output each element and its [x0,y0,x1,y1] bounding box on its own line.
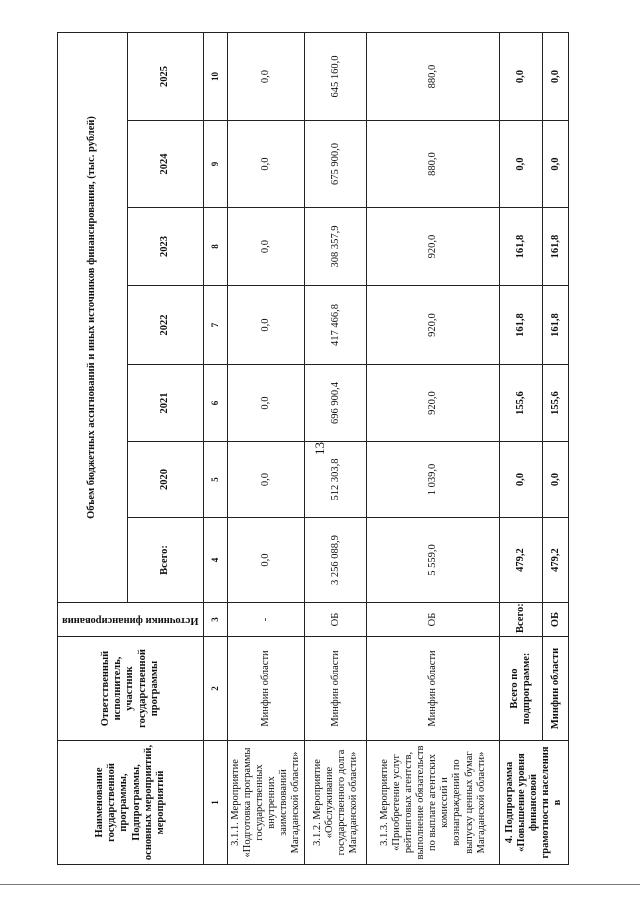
row-value: 512 303,8 [305,442,367,518]
row-name: 3.1.1. Мероприятие «Подготовка программы государственных внутренних заимствований Магаданской области» [228,741,305,865]
row-value: 0,0 [228,286,305,365]
row-name: 4. Подпрограмма «Повышение уровня финансовой грамотности населения в [500,741,569,865]
header-year-2022: 2022 [128,286,204,365]
row-executor: Всего по подпрограмме: [500,637,543,741]
row-value: 155,6 [500,365,543,442]
row-value: 161,8 [500,208,543,286]
page-bottom-rule [0,884,640,885]
row-value: 675 900,0 [305,121,367,208]
row-executor: Минфин области [305,637,367,741]
table-row [367,33,500,865]
row-source: ОБ [305,603,367,637]
row-value: 5 559,0 [367,518,500,603]
row-executor: Минфин области [228,637,305,741]
row-value: 1 039,0 [367,442,500,518]
row-value: 479,2 [500,518,543,603]
column-number: 4 [204,518,228,603]
row-source: ОБ [367,603,500,637]
header-year-2023: 2023 [128,208,204,286]
row-value: 0,0 [500,121,543,208]
row-value: 880,0 [367,121,500,208]
row-value: 155,6 [543,365,569,442]
column-number: 10 [204,33,228,121]
row-value: 920,0 [367,208,500,286]
row-value: 920,0 [367,286,500,365]
header-executor: Ответственный исполнитель, участник государственной программы [58,637,204,741]
row-value: 0,0 [543,33,569,121]
column-number: 5 [204,442,228,518]
column-number: 8 [204,208,228,286]
row-value: 479,2 [543,518,569,603]
row-value: 0,0 [228,33,305,121]
table-row [543,33,569,865]
header-year-2020: 2020 [128,442,204,518]
column-number: 3 [204,603,228,637]
column-number: 1 [204,741,228,865]
row-value: 308 357,9 [305,208,367,286]
row-value: 0,0 [228,442,305,518]
row-value: 0,0 [543,442,569,518]
row-value: 161,8 [543,208,569,286]
row-value: 920,0 [367,365,500,442]
row-value: 417 466,8 [305,286,367,365]
row-source: - [228,603,305,637]
row-executor: Минфин области [367,637,500,741]
table-row [228,33,305,865]
column-number: 2 [204,637,228,741]
row-value: 3 256 088,9 [305,518,367,603]
column-number: 6 [204,365,228,442]
row-executor: Минфин области [543,637,569,741]
header-year-2021: 2021 [128,365,204,442]
header-volume: Объем бюджетных ассигнований и иных источников финансирования, (тыс. рублей) [58,33,128,603]
budget-table [57,32,569,865]
budget-table-container [57,33,564,865]
table-row [305,33,367,865]
row-value: 645 160,0 [305,33,367,121]
row-value: 0,0 [500,33,543,121]
row-value: 0,0 [228,365,305,442]
row-value: 0,0 [543,121,569,208]
row-source: ОБ [543,603,569,637]
row-value: 880,0 [367,33,500,121]
header-year-2024: 2024 [128,121,204,208]
row-value: 0,0 [228,518,305,603]
table-row [500,33,543,865]
row-name: 3.1.3. Мероприятие «Приобретение услуг рейтинговых агентств, выполнение обязательств по выплате агентских комиссий и вознаграждений по выпуску ценных бумаг Магаданской области» [367,741,500,865]
row-value: 0,0 [228,208,305,286]
row-name: 3.1.2. Мероприятие «Обслуживание государственного долга Магаданской области» [305,741,367,865]
row-value: 0,0 [500,442,543,518]
row-value: 0,0 [228,121,305,208]
header-total: Всего: [128,518,204,603]
header-year-2025: 2025 [128,33,204,121]
column-number: 7 [204,286,228,365]
header-name: Наименование государственной программы, Подпрограммы, основных мероприятий, мероприятий [58,741,204,865]
row-value: 161,8 [543,286,569,365]
row-value: 161,8 [500,286,543,365]
header-source: Источники финансирования [58,603,204,637]
page-number: 13 [312,442,327,455]
row-source: Всего: [500,603,543,637]
row-value: 696 900,4 [305,365,367,442]
column-number: 9 [204,121,228,208]
